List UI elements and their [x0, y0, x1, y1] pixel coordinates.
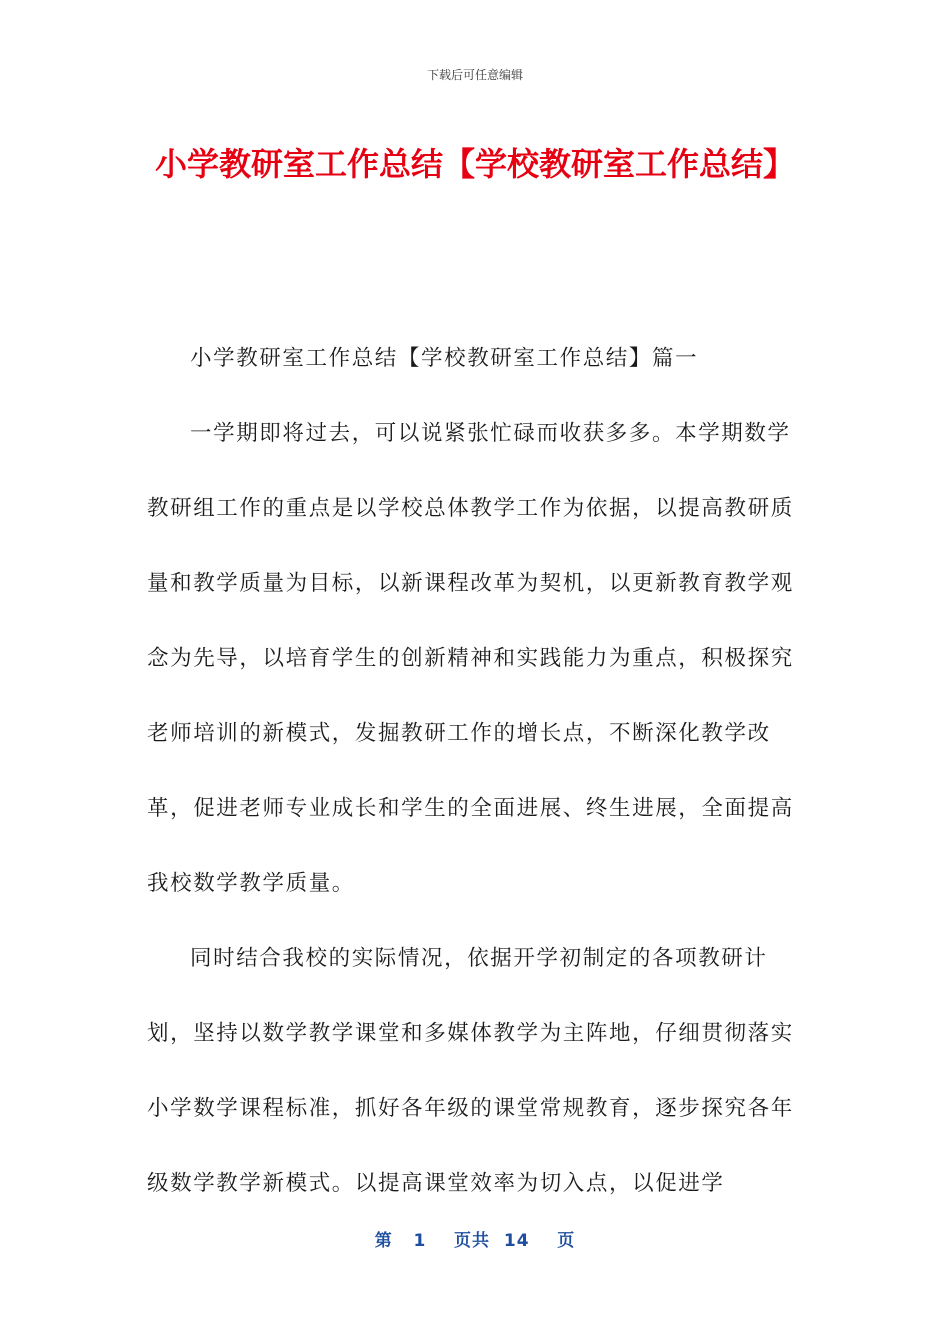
current-page-number: 1 — [413, 1231, 427, 1251]
total-pages-number: 14 — [503, 1231, 530, 1251]
header-note: 下载后可任意编辑 — [426, 68, 523, 82]
document-body — [147, 321, 807, 1221]
paragraph: 一学期即将过去，可以说紧张忙碌而收获多多。本学期数学教研组工作的重点是以学校总体教学工作为依据，以提高教研质量和教学质量为目标，以新课程改革为契机，以更新教育教学观念为先导，以培育学生的创新精神和实践能力为重点，积极探究老师培训的新模式，发掘教研工作的增长点，不断深化教学改革，促进老师专业成长和学生的全面进展、终生进展，全面提高我校数学教学质量。 — [147, 421, 794, 896]
footer-prefix: 第 — [374, 1231, 393, 1251]
document-title: 小学教研室工作总结【学校教研室工作总结】 — [154, 145, 795, 183]
page-footer — [0, 1226, 950, 1251]
footer-middle: 页共 — [454, 1231, 491, 1251]
section-heading: 小学教研室工作总结【学校教研室工作总结】篇一 — [190, 346, 699, 371]
paragraph: 同时结合我校的实际情况，依据开学初制定的各项教研计划，坚持以数学教学课堂和多媒体教学为主阵地，仔细贯彻落实小学数学课程标准，抓好各年级的课堂常规教育，逐步探究各年级数学教学新模式。以提高课堂效率为切入点，以促进学 — [147, 946, 794, 1196]
footer-suffix: 页 — [557, 1231, 576, 1251]
